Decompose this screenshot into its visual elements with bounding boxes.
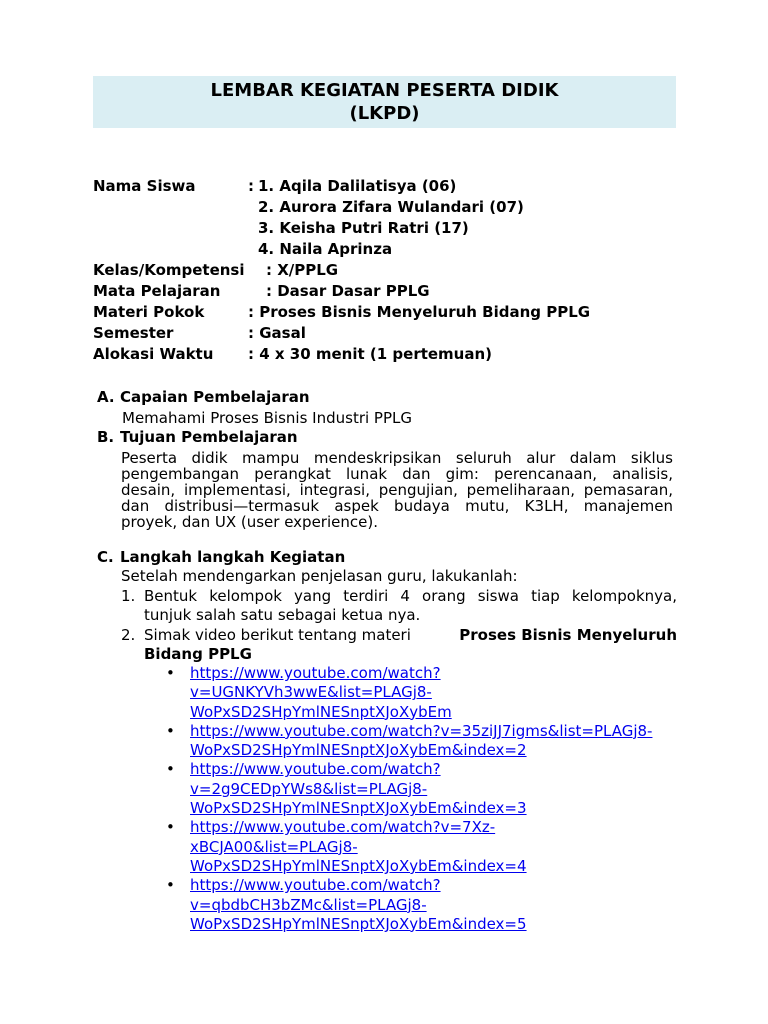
list-item [166, 876, 686, 934]
step-2-topic: Proses Bisnis Menyeluruh [459, 626, 677, 644]
step-1-line: tunjuk salah satu sebagai ketua nya. [144, 606, 421, 624]
title-box [93, 76, 676, 128]
section-a-title: Capaian Pembelajaran [120, 388, 310, 406]
step-2-number: 2. [121, 626, 136, 644]
section-c-title: Langkah langkah Kegiatan [120, 548, 346, 566]
video-link-1[interactable]: https://www.youtube.com/watch? v=UGNKYVh3wwE&list=PLAGj8- WoPxSD2SHpYmlNESnptXJoXybEm [190, 664, 452, 721]
video-link-5[interactable]: https://www.youtube.com/watch? v=qbdbCH3bZMc&list=PLAGj8- WoPxSD2SHpYmlNESnptXJoXybEm&index=5 [190, 876, 527, 933]
document-subtitle: (LKPD) [349, 103, 420, 124]
section-b-title: Tujuan Pembelajaran [120, 428, 298, 446]
section-a-letter: A. [97, 388, 115, 406]
section-b-line: Peserta didik mampu mendeskripsikan seluruh alur dalam siklus [121, 449, 673, 467]
section-c-letter: C. [97, 548, 114, 566]
student-2: 2. Aurora Zifara Wulandari (07) [258, 198, 524, 216]
semester-value: : Gasal [248, 324, 306, 342]
materi-value: : Proses Bisnis Menyeluruh Bidang PPLG [248, 303, 591, 321]
document-title: LEMBAR KEGIATAN PESERTA DIDIK [210, 80, 559, 101]
section-b-line: proyek, dan UX (user experience). [121, 513, 378, 531]
mapel-value: : Dasar Dasar PPLG [266, 282, 430, 300]
student-3: 3. Keisha Putri Ratri (17) [258, 219, 469, 237]
step-1-line: Bentuk kelompok yang terdiri 4 orang siswa tiap kelompoknya, [144, 587, 677, 605]
bullet-icon: • [166, 664, 175, 682]
list-item [166, 722, 686, 761]
bullet-icon: • [166, 818, 175, 837]
bullet-icon: • [166, 760, 175, 779]
section-a-heading [97, 388, 310, 406]
section-b-letter: B. [97, 428, 115, 446]
step-2-text: Simak video berikut tentang materi [144, 626, 411, 644]
list-item [166, 818, 686, 876]
materi-label: Materi Pokok [93, 303, 205, 321]
video-link-4[interactable]: https://www.youtube.com/watch?v=7Xz- xBCJA00&list=PLAGj8- WoPxSD2SHpYmlNESnptXJoXybEm&index=4 [190, 818, 527, 875]
alokasi-label: Alokasi Waktu [93, 345, 214, 363]
section-a-text: Memahami Proses Bisnis Industri PPLG [122, 409, 413, 427]
semester-label: Semester [93, 324, 174, 342]
video-link-3[interactable]: https://www.youtube.com/watch? v=2g9CEDpYWs8&list=PLAGj8- WoPxSD2SHpYmlNESnptXJoXybEm&index=3 [190, 760, 527, 818]
kelas-label: Kelas/Kompetensi [93, 261, 245, 279]
section-b-line: pengembangan perangkat lunak dan gim: perencanaan, analisis, [121, 465, 673, 483]
nama-colon: : [248, 177, 254, 195]
student-4: 4. Naila Aprinza [258, 240, 393, 258]
step-1-number: 1. [121, 587, 136, 605]
step-2-topic-cont: Bidang PPLG [144, 645, 252, 663]
video-link-list [166, 664, 686, 934]
kelas-value: : X/PPLG [266, 261, 339, 279]
nama-label: Nama Siswa [93, 177, 196, 195]
section-c-intro: Setelah mendengarkan penjelasan guru, lakukanlah: [121, 567, 518, 585]
step-2 [121, 626, 677, 664]
section-c-heading [97, 548, 345, 566]
list-item [166, 664, 686, 722]
video-link-2[interactable]: https://www.youtube.com/watch?v=35ziJJ7igms&list=PLAGj8- WoPxSD2SHpYmlNESnptXJoXybEm&index=2 [190, 721, 653, 760]
alokasi-value: : 4 x 30 menit (1 pertemuan) [248, 345, 493, 363]
section-b-line: dan distribusi—termasuk aspek budaya mutu, K3LH, manajemen [121, 497, 673, 515]
section-b-line: desain, implementasi, integrasi, pengujian, pemeliharaan, pemasaran, [121, 481, 673, 499]
bullet-icon: • [166, 876, 175, 895]
list-item [166, 760, 686, 818]
section-b-heading [97, 428, 298, 446]
mapel-label: Mata Pelajaran [93, 282, 221, 300]
step-1 [121, 587, 677, 625]
student-1: 1. Aqila Dalilatisya (06) [258, 177, 457, 195]
bullet-icon: • [166, 721, 175, 740]
section-b-paragraph [121, 450, 673, 530]
